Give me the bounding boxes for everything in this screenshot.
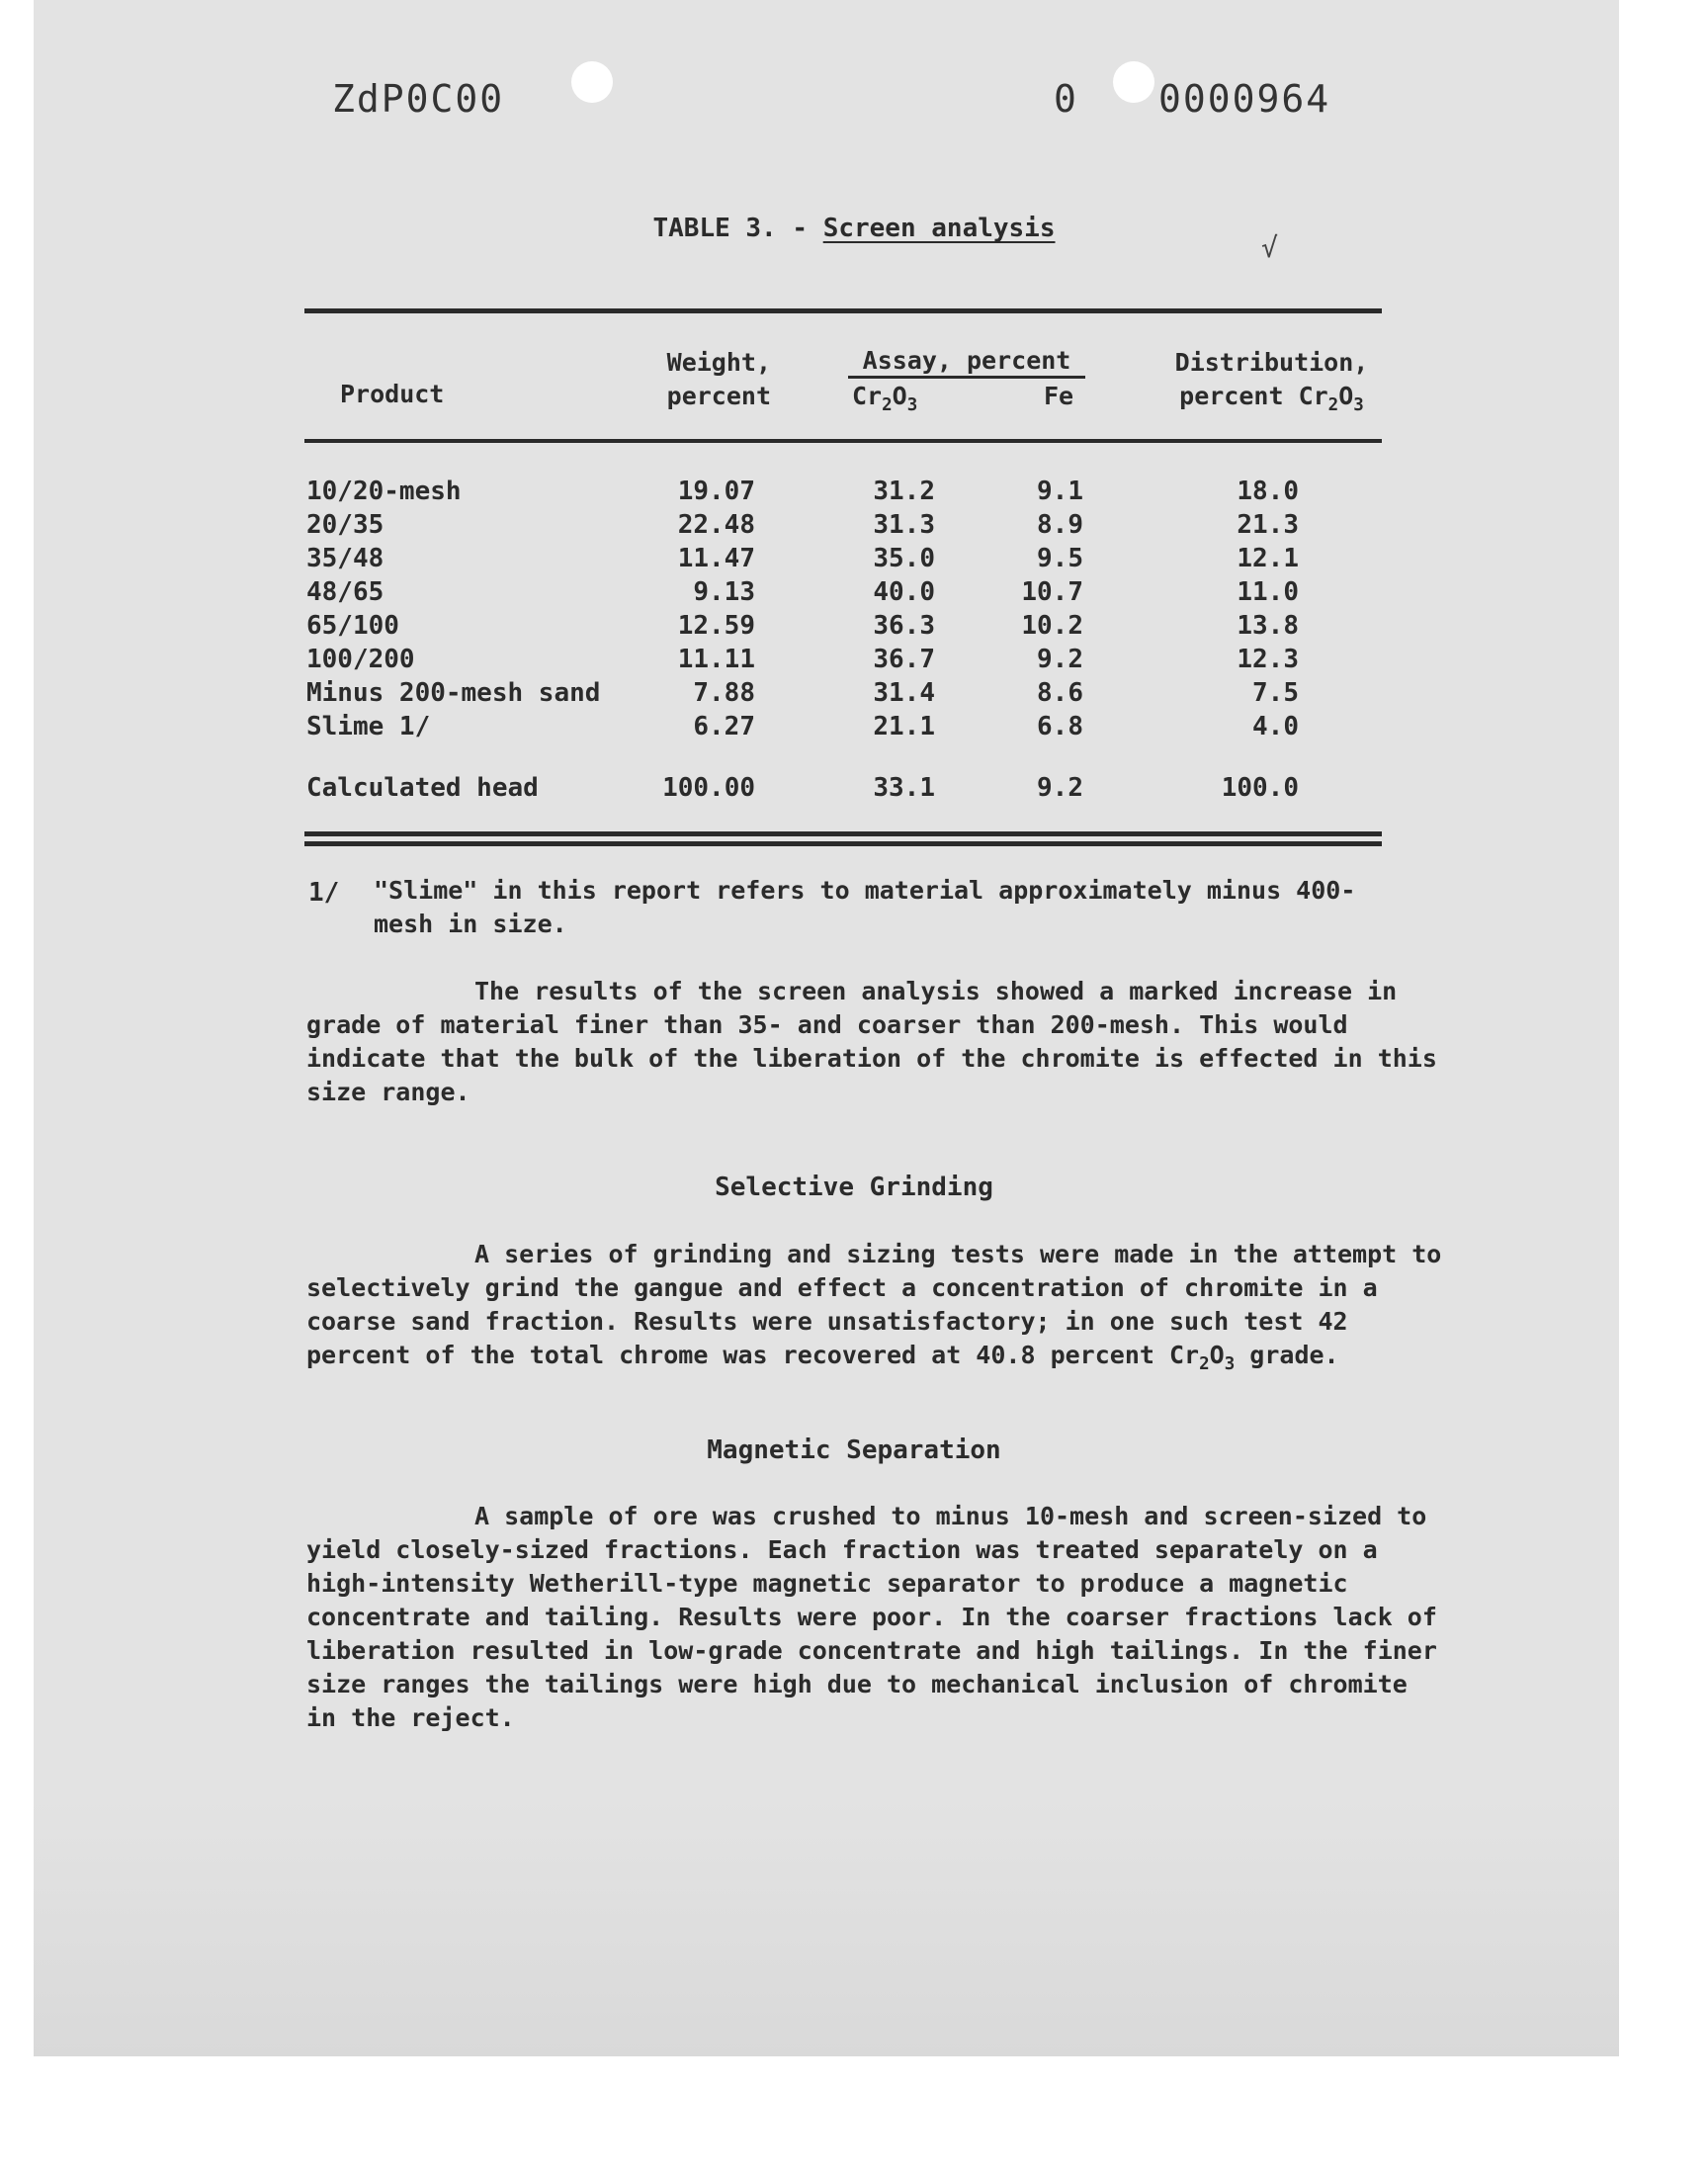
header-dist-sub1: 2 xyxy=(1327,395,1339,416)
punch-hole-left xyxy=(571,61,613,103)
table-row xyxy=(0,477,1708,510)
cell-distribution: 12.1 xyxy=(1237,544,1299,573)
cell-weight: 11.47 xyxy=(677,544,755,573)
cell-product: 65/100 xyxy=(306,611,399,641)
cell-fe: 9.2 xyxy=(1037,773,1083,803)
cell-cr2o3: 40.0 xyxy=(873,577,935,607)
cell-distribution: 11.0 xyxy=(1237,577,1299,607)
table-row xyxy=(0,678,1708,712)
cell-product: 10/20-mesh xyxy=(306,477,462,506)
table-row xyxy=(0,611,1708,645)
heading-magnetic-separation: Magnetic Separation xyxy=(707,1436,1001,1465)
cell-weight: 100.00 xyxy=(662,773,755,803)
cell-weight: 7.88 xyxy=(693,678,755,708)
paragraph-tail: grade. xyxy=(1235,1341,1339,1369)
cell-distribution: 18.0 xyxy=(1237,477,1299,506)
cell-product: 48/65 xyxy=(306,577,384,607)
header-fe: Fe xyxy=(1044,382,1074,410)
cell-product: 20/35 xyxy=(306,510,384,540)
cell-fe: 10.7 xyxy=(1021,577,1083,607)
cell-product: Minus 200-mesh sand xyxy=(306,678,601,708)
cell-cr2o3: 36.3 xyxy=(873,611,935,641)
table-title xyxy=(0,214,1708,243)
header-assay: Assay, percent xyxy=(848,346,1085,379)
table-row xyxy=(0,544,1708,577)
cell-fe: 10.2 xyxy=(1021,611,1083,641)
header-cr-mid: O xyxy=(892,382,907,410)
header-dist-mid: O xyxy=(1338,382,1354,410)
cell-fe: 6.8 xyxy=(1037,712,1083,741)
cell-weight: 9.13 xyxy=(693,577,755,607)
cell-product: Calculated head xyxy=(306,773,539,803)
table-title-prefix: TABLE 3. - xyxy=(652,214,809,243)
cell-fe: 8.6 xyxy=(1037,678,1083,708)
cell-cr2o3: 31.2 xyxy=(873,477,935,506)
cell-product: 100/200 xyxy=(306,645,415,674)
paragraph-screen-results: The results of the screen analysis showed a marked increase in grade of material finer than 35- and coarser than 200-mesh. This would indicate that the bulk of the liberation of the chromite is effected in this size range. xyxy=(306,977,1437,1106)
cell-weight: 19.07 xyxy=(677,477,755,506)
cell-weight: 6.27 xyxy=(693,712,755,741)
header-weight-line2: percent xyxy=(666,382,771,410)
header-dist-line2 xyxy=(1160,380,1383,416)
cell-weight: 12.59 xyxy=(677,611,755,641)
header-dist-line1: Distribution, xyxy=(1174,348,1369,377)
footnote-text: "Slime" in this report refers to material approximately minus 400-mesh in size. xyxy=(374,876,1356,938)
paragraph-sub2: 3 xyxy=(1224,1354,1236,1375)
footnote-marker: 1/ xyxy=(308,878,340,908)
cell-distribution: 21.3 xyxy=(1237,510,1299,540)
cell-weight: 22.48 xyxy=(677,510,755,540)
cell-cr2o3: 33.1 xyxy=(873,773,935,803)
table-row xyxy=(0,510,1708,544)
heading-selective-grinding: Selective Grinding xyxy=(715,1173,993,1202)
cell-distribution: 100.0 xyxy=(1221,773,1299,803)
cell-distribution: 4.0 xyxy=(1252,712,1299,741)
cell-fe: 9.1 xyxy=(1037,477,1083,506)
cell-cr2o3: 35.0 xyxy=(873,544,935,573)
header-product: Product xyxy=(340,380,445,408)
punch-hole-right xyxy=(1113,61,1154,103)
header-weight-line1: Weight, xyxy=(666,348,771,377)
paragraph-selective-grinding xyxy=(306,1238,1443,1375)
cell-distribution: 13.8 xyxy=(1237,611,1299,641)
cell-cr2o3: 31.3 xyxy=(873,510,935,540)
table-row xyxy=(0,645,1708,678)
cell-cr2o3: 21.1 xyxy=(873,712,935,741)
table-rule-header xyxy=(304,439,1382,443)
check-mark: √ xyxy=(1261,231,1278,264)
page-stamp-left: ZdP0C00 xyxy=(332,77,505,121)
cell-product: 35/48 xyxy=(306,544,384,573)
paragraph-mid: O xyxy=(1209,1341,1225,1369)
cell-cr2o3: 31.4 xyxy=(873,678,935,708)
cell-cr2o3: 36.7 xyxy=(873,645,935,674)
header-cr-sub2: 3 xyxy=(906,395,918,416)
page-shadow xyxy=(34,1799,1619,2056)
table-row xyxy=(0,577,1708,611)
cell-distribution: 7.5 xyxy=(1252,678,1299,708)
table-row xyxy=(0,712,1708,745)
cell-fe: 9.5 xyxy=(1037,544,1083,573)
table-rule-top xyxy=(304,308,1382,313)
table-title-main: Screen analysis xyxy=(822,214,1056,243)
cell-fe: 8.9 xyxy=(1037,510,1083,540)
header-dist-prefix: percent Cr xyxy=(1179,382,1328,410)
page-stamp-right-prefix: 0 xyxy=(1054,77,1078,121)
table-rule-bottom-double xyxy=(304,841,1382,846)
paragraph-selective-text: A series of grinding and sizing tests were made in the attempt to selectively grind the gangue and effect a concentration of chromite in a coarse sand fraction. Results were unsatisfactory; in one such test 42 percent of the total chrome was recovered at 40.8 percent Cr xyxy=(306,1240,1442,1369)
paragraph-sub1: 2 xyxy=(1199,1354,1210,1375)
page-stamp-right: 0000964 xyxy=(1158,77,1331,121)
header-distribution xyxy=(1160,346,1383,416)
table-total-row xyxy=(0,773,1708,807)
header-cr-sub1: 2 xyxy=(882,395,893,416)
paragraph-magnetic-separation: A sample of ore was crushed to minus 10-mesh and screen-sized to yield closely-sized fractions. Each fraction was treated separately on a high-intensity Wetherill-type magnetic separator to produce a magnetic concentrate and tailing. Results were poor. In the coarser fractions lack of liberation resulted in low-grade concentrate and high tailings. In the finer size ranges the tailings were high due to mechanical inclusion of chromite in the reject. xyxy=(306,1502,1437,1732)
header-cr2o3 xyxy=(852,380,918,416)
header-dist-sub2: 3 xyxy=(1353,395,1364,416)
header-weight xyxy=(633,346,771,413)
header-cr-base: Cr xyxy=(852,382,883,410)
cell-product: Slime 1/ xyxy=(306,712,431,741)
cell-fe: 9.2 xyxy=(1037,645,1083,674)
cell-weight: 11.11 xyxy=(677,645,755,674)
table-rule-bottom xyxy=(304,831,1382,836)
cell-distribution: 12.3 xyxy=(1237,645,1299,674)
